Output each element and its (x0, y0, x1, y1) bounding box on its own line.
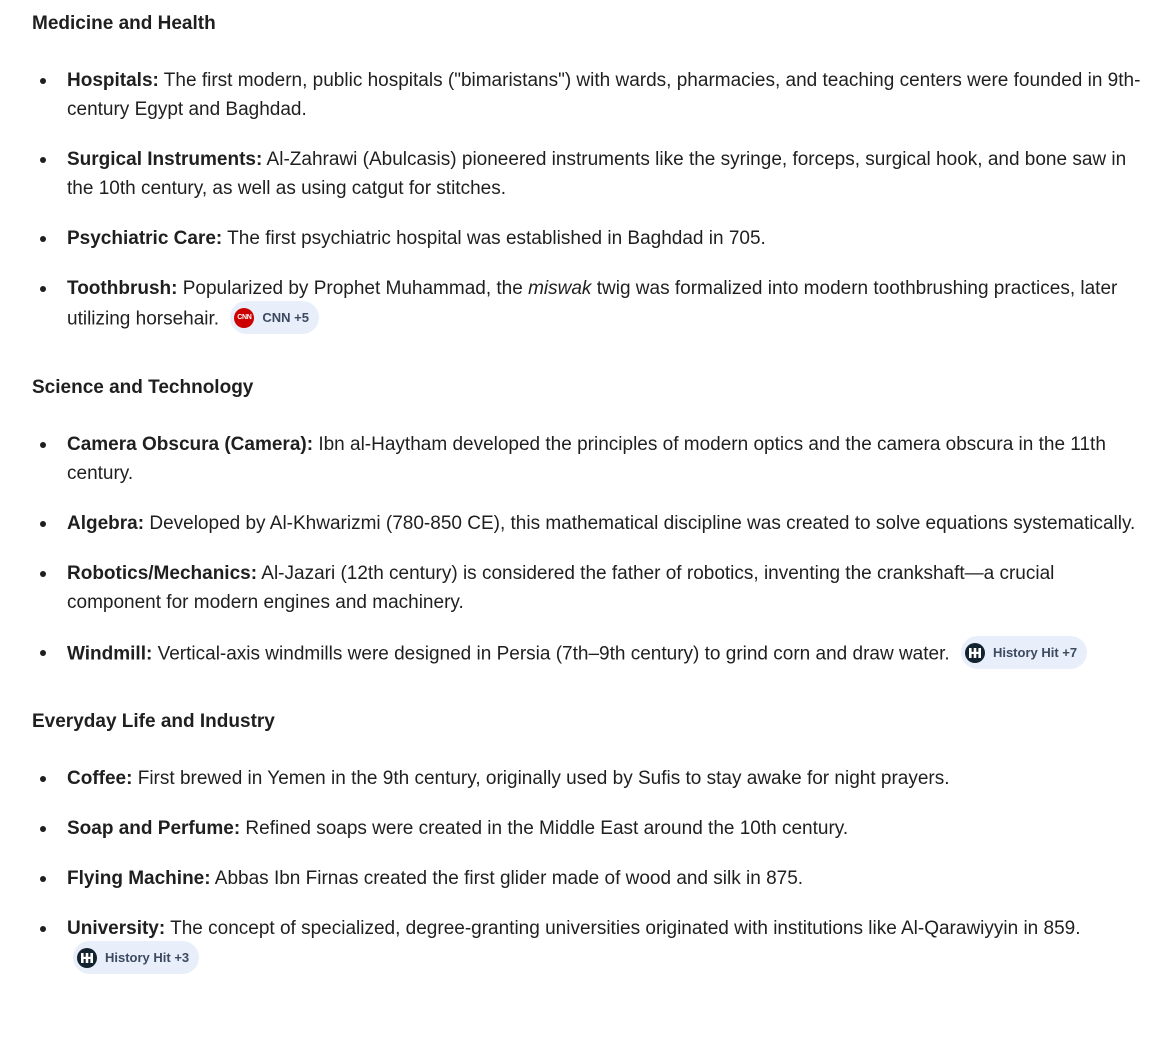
item-text: The first modern, public hospitals ("bimaristans") with wards, pharmacies, and teaching centers were founded in 9th-century Egypt and Baghdad. (67, 70, 1141, 120)
item-text: Abbas Ibn Firnas created the first glider made of wood and silk in 875. (210, 868, 804, 889)
source-chip-label: History Hit +3 (105, 949, 190, 965)
list-item-flying-machine (32, 864, 1142, 893)
item-text: Ibn al-Haytham developed the principles of modern optics and the camera obscura in the 11th century. (67, 434, 1106, 484)
item-text: Developed by Al-Khwarizmi (780-850 CE), this mathematical discipline was created to solve equations systematically. (144, 513, 1136, 534)
list-item-robotics (32, 559, 1142, 617)
list-item-surgical-instruments (32, 145, 1142, 203)
list-item-coffee (32, 764, 1142, 793)
source-chip-label: CNN +5 (262, 309, 309, 325)
list-medicine (32, 66, 1142, 336)
item-title: Windmill: (67, 643, 153, 665)
item-title: Hospitals: (67, 70, 159, 91)
list-item-windmill (32, 638, 1142, 671)
item-text-emphasis: miswak (528, 278, 592, 299)
source-chip-cnn[interactable] (230, 301, 319, 334)
history-hit-logo-icon (77, 948, 97, 968)
item-text: Refined soaps were created in the Middle East around the 10th century. (240, 818, 849, 839)
list-item-algebra (32, 509, 1142, 538)
item-title: Flying Machine: (67, 868, 211, 889)
item-text: Vertical-axis windmills were designed in Persia (7th–9th century) to grind corn and draw water. (152, 643, 950, 665)
source-chip-label: History Hit +7 (992, 644, 1078, 660)
section-heading-everyday-life: Everyday Life and Industry (32, 711, 275, 732)
history-hit-logo-icon (965, 643, 985, 663)
item-title: Coffee: (67, 768, 133, 789)
list-item-toothbrush (32, 274, 1142, 336)
item-title: Soap and Perfume: (67, 818, 241, 839)
list-item-soap-perfume (32, 814, 1142, 843)
list-everyday-life (32, 764, 1142, 976)
cnn-logo-icon: CNN (234, 308, 254, 328)
item-title: Robotics/Mechanics: (67, 563, 258, 584)
source-chip-history-hit[interactable] (73, 941, 199, 974)
list-item-psychiatric-care (32, 224, 1142, 253)
item-title: Surgical Instruments: (67, 149, 263, 170)
list-item-camera-obscura (32, 430, 1142, 488)
item-title: Algebra: (67, 513, 145, 534)
list-item-hospitals (32, 66, 1142, 124)
item-text: Popularized by Prophet Muhammad, the (177, 278, 529, 299)
item-title: Toothbrush: (67, 278, 178, 299)
section-heading-medicine: Medicine and Health (32, 13, 216, 34)
list-item-university (32, 914, 1142, 976)
item-title: Camera Obscura (Camera): (67, 434, 314, 455)
item-text: twig was formalized into modern toothbrushing practices, later utilizing horsehair. (67, 278, 1118, 330)
item-text: Al-Zahrawi (Abulcasis) pioneered instruments like the syringe, forceps, surgical hook, and bone saw in the 10th century, as well as using catgut for stitches. (67, 149, 1127, 199)
section-heading-science: Science and Technology (32, 377, 254, 398)
item-text: The first psychiatric hospital was established in Baghdad in 705. (222, 228, 766, 249)
item-title: Psychiatric Care: (67, 228, 223, 249)
list-science (32, 430, 1142, 671)
item-title: University: (67, 918, 166, 939)
source-chip-history-hit[interactable] (961, 636, 1087, 669)
item-text: The concept of specialized, degree-granting universities originated with institutions like Al-Qarawiyyin in 859. (165, 918, 1081, 939)
item-text: Al-Jazari (12th century) is considered the father of robotics, inventing the crankshaft—a crucial component for modern engines and machinery. (67, 563, 1055, 613)
item-text: First brewed in Yemen in the 9th century, originally used by Sufis to stay awake for night prayers. (132, 768, 950, 789)
